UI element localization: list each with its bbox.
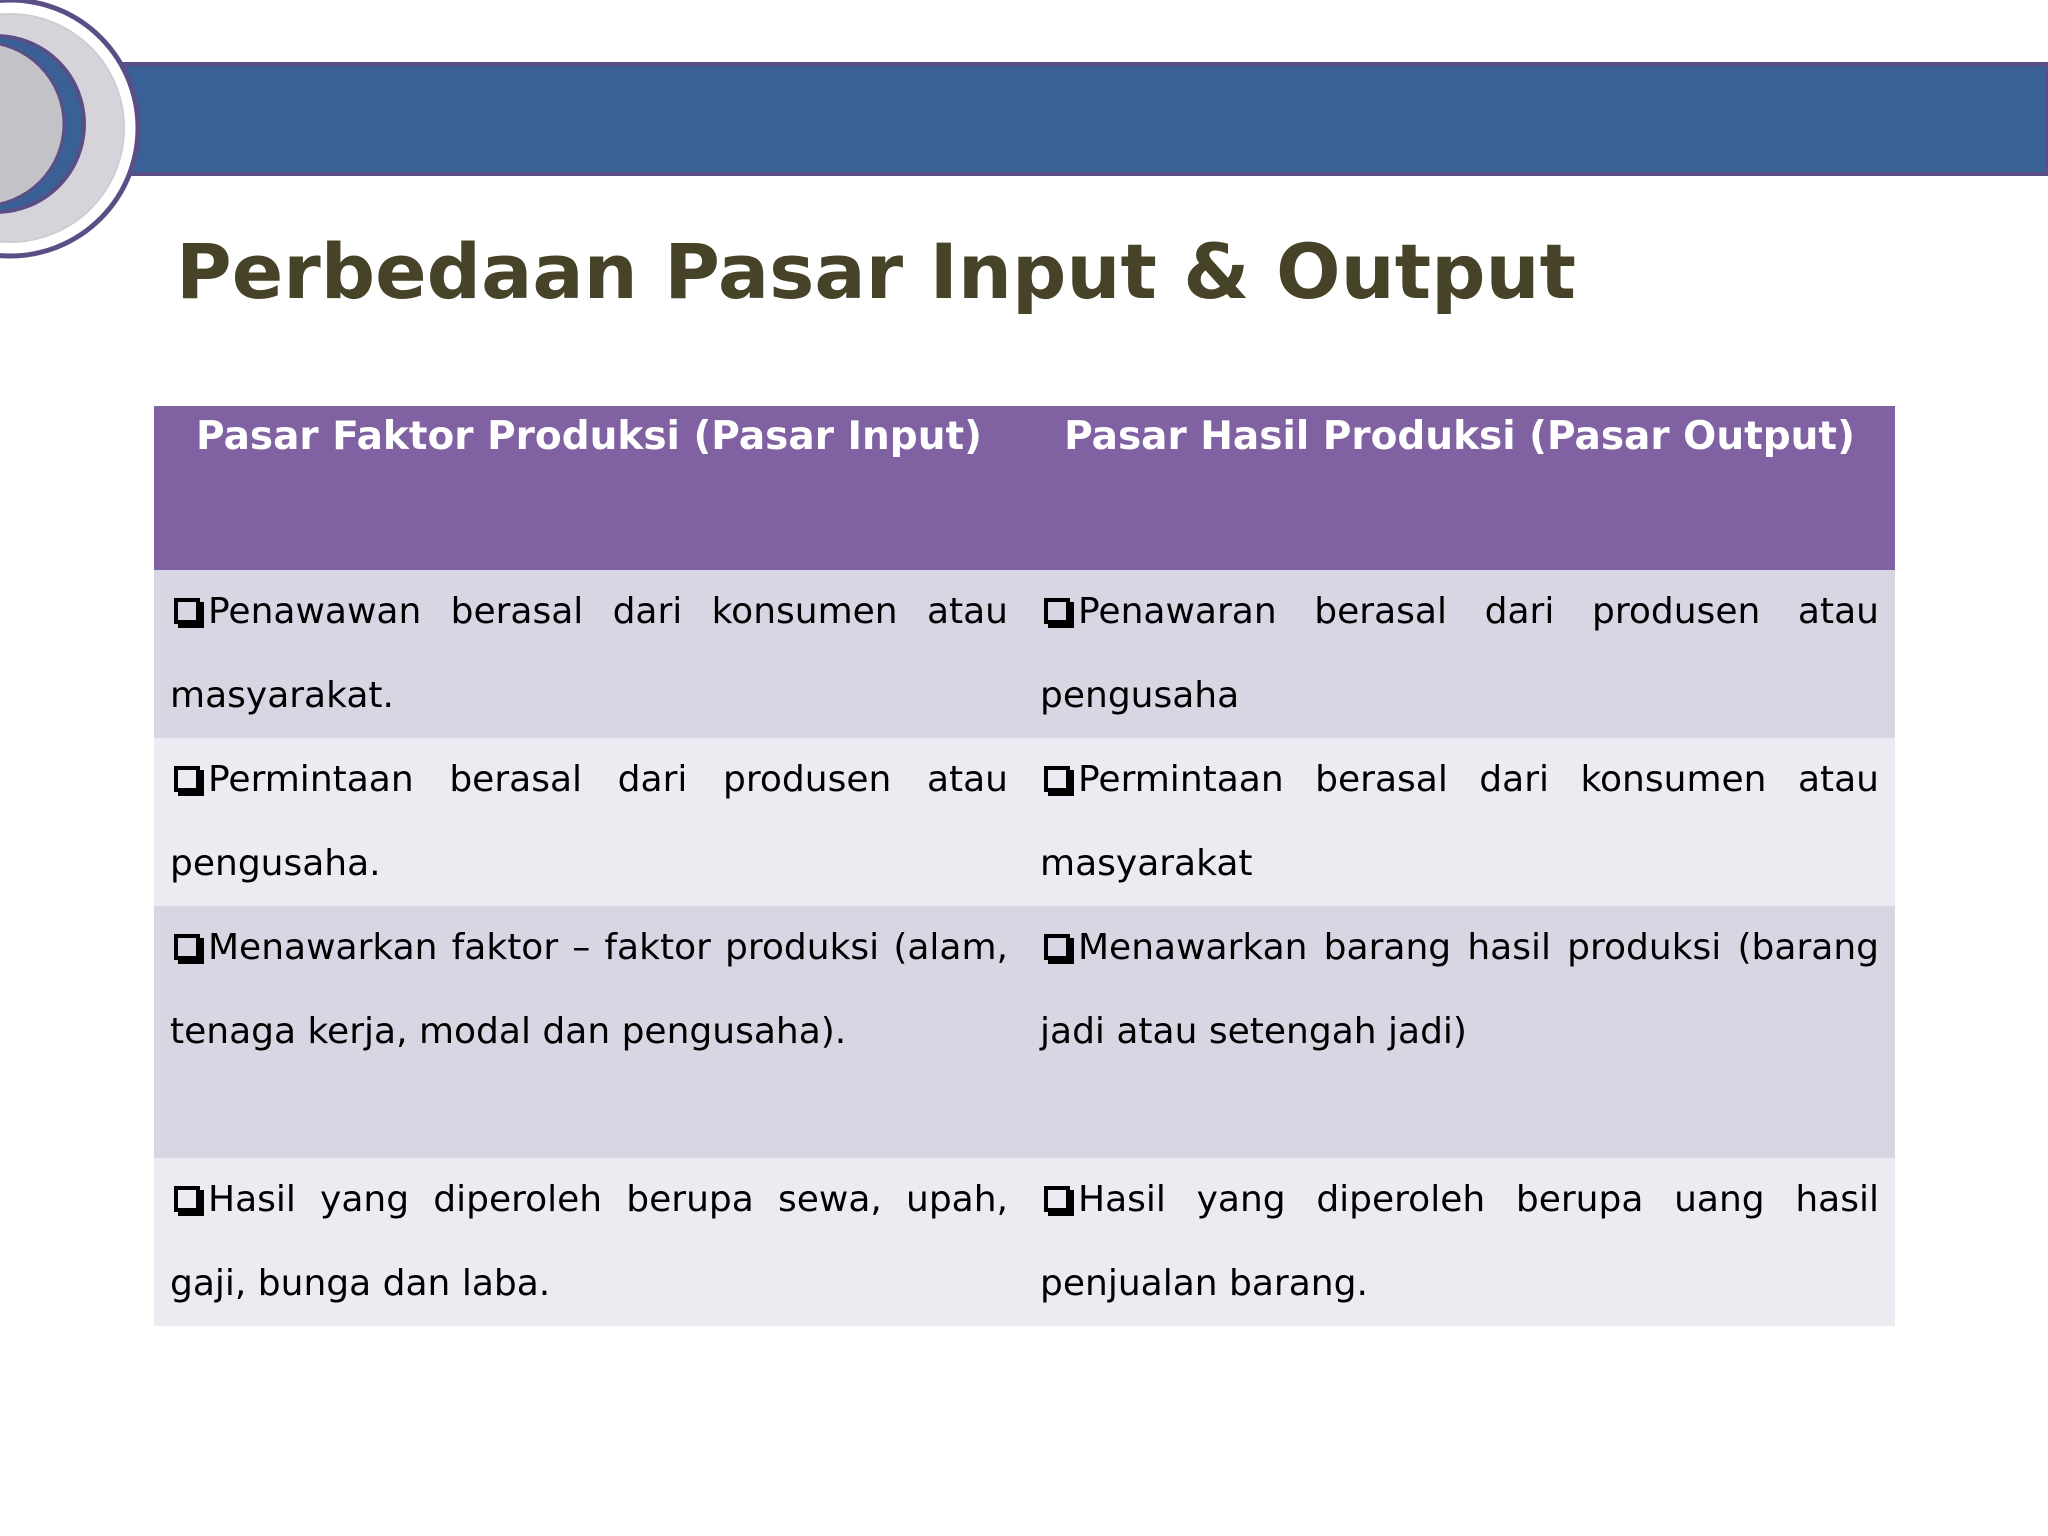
table-cell-output — [1024, 906, 1895, 1158]
comparison-table — [154, 406, 1895, 1326]
checkbox-square-icon — [174, 766, 200, 792]
table-row — [154, 570, 1895, 738]
cell-text: Permintaan berasal dari konsumen atau masyarakat — [1040, 759, 1879, 884]
cell-text: Menawarkan barang hasil produksi (barang jadi atau setengah jadi) — [1040, 927, 1879, 1052]
cell-text: Hasil yang diperoleh berupa uang hasil penjualan barang. — [1040, 1179, 1879, 1304]
header-output-market: Pasar Hasil Produksi (Pasar Output) — [1024, 406, 1895, 570]
header-input-market: Pasar Faktor Produksi (Pasar Input) — [154, 406, 1024, 570]
table-cell-input — [154, 570, 1024, 738]
checkbox-square-icon — [1044, 598, 1070, 624]
checkbox-square-icon — [174, 598, 200, 624]
table-row — [154, 1158, 1895, 1326]
cell-text: Menawarkan faktor – faktor produksi (alam, tenaga kerja, modal dan pengusaha). — [170, 927, 1008, 1052]
cell-text: Permintaan berasal dari produsen atau pengusaha. — [170, 759, 1008, 884]
checkbox-square-icon — [1044, 934, 1070, 960]
table-cell-output — [1024, 1158, 1895, 1326]
cell-text: Penawawan berasal dari konsumen atau masyarakat. — [170, 591, 1008, 716]
table-header-row — [154, 406, 1895, 570]
cell-text: Penawaran berasal dari produsen atau pengusaha — [1040, 591, 1879, 716]
header-banner — [90, 64, 2048, 174]
checkbox-square-icon — [1044, 1186, 1070, 1212]
checkbox-square-icon — [1044, 766, 1070, 792]
table-cell-input — [154, 738, 1024, 906]
table-cell-output — [1024, 738, 1895, 906]
table-cell-input — [154, 906, 1024, 1158]
slide-title: Perbedaan Pasar Input & Output — [176, 227, 1576, 316]
cell-text: Hasil yang diperoleh berupa sewa, upah, gaji, bunga dan laba. — [170, 1179, 1008, 1304]
table-row — [154, 906, 1895, 1158]
table-cell-output — [1024, 570, 1895, 738]
checkbox-square-icon — [174, 934, 200, 960]
checkbox-square-icon — [174, 1186, 200, 1212]
table-cell-input — [154, 1158, 1024, 1326]
table-row — [154, 738, 1895, 906]
